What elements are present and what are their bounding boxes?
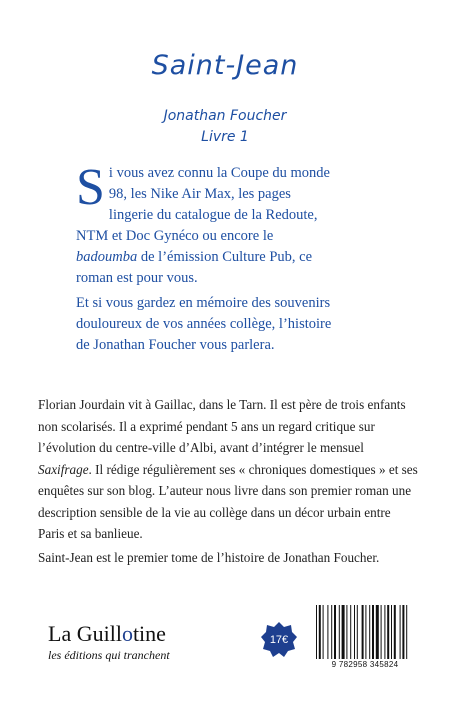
blurb-text-1-end: de l’émission Culture Pub, ce roman est pour vous. (76, 249, 313, 286)
price-label: 17€ (269, 634, 289, 646)
drop-cap: S (76, 159, 105, 216)
bio-text-b: . Il rédige régulièrement ses « chroniques domestiques » et ses enquêtes sur son blog. L’auteur nous livre dans son premier roman une description sensible de la vie au collège dans un décor urbain entre Paris et sa banlieue. (38, 461, 418, 541)
blurb-paragraph-1 (76, 159, 334, 289)
author-bio (38, 394, 418, 570)
book-title: Saint-Jean (151, 50, 299, 81)
barcode (310, 603, 420, 663)
blurb-italic-word: badoumba (76, 249, 138, 265)
logo-text-b: tine (132, 621, 166, 646)
bio-paragraph-2: Saint-Jean est le premier tome de l’histoire de Jonathan Foucher. (38, 549, 380, 565)
blurb-text-1: i vous avez connu la Coupe du monde 98, les Nike Air Max, les pages lingerie du catalogue de la Redoute, NTM et Doc Gynéco ou encore le (76, 165, 330, 244)
volume-label: Livre 1 (201, 129, 249, 145)
publisher-logo (48, 621, 166, 647)
logo-ink-letter: o (121, 621, 133, 646)
isbn-number: 9 782958 345824 (331, 660, 399, 669)
logo-text-a: La Guill (48, 621, 122, 646)
blurb (76, 159, 334, 360)
bio-italic-magazine: Saxifrage (38, 461, 89, 477)
bio-text-a: Florian Jourdain vit à Gaillac, dans le Tarn. Il est père de trois enfants non scolarisés. Il a exprimé pendant 5 ans un regard critique sur l’évolution du centre-ville d’Albi, avant d’intégrer le mensuel (38, 397, 406, 455)
publisher-tagline: les éditions qui tranchent (48, 648, 170, 662)
author-name: Jonathan Foucher (163, 108, 287, 124)
blurb-paragraph-2: Et si vous gardez en mémoire des souvenirs douloureux de vos années collège, l’histoire de Jonathan Foucher vous parlera. (76, 295, 332, 353)
bio-paragraph-1 (38, 394, 418, 545)
